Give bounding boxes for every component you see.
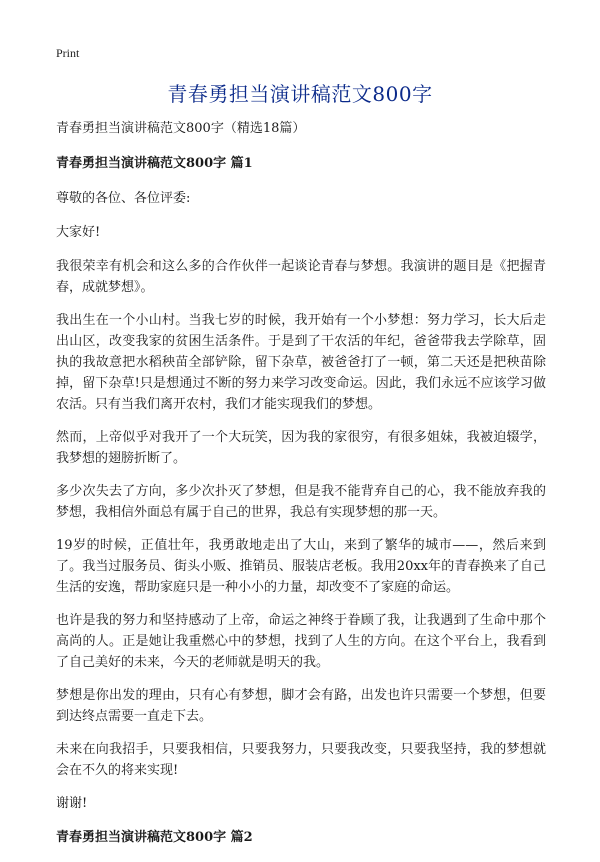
section-heading-1: 青春勇担当演讲稿范文800字 篇1 [56,156,253,171]
paragraph-3: 然而，上帝似乎对我开了一个大玩笑，因为我的家很穷，有很多姐妹，我被迫辍学，我梦想的翅膀折断了。 [56,430,546,466]
article-subtitle: 青春勇担当演讲稿范文800字（精选18篇） [56,121,306,136]
page-title: 青春勇担当演讲稿范文800字 [167,82,433,106]
paragraph-4: 多少次失去了方向，多少次扑灭了梦想，但是我不能背弃自己的心，我不能放弃我的梦想，我相信外面总有属于自己的世界，我总有实现梦想的那一天。 [56,484,546,520]
paragraph-2: 我出生在一个小山村。当我七岁的时候，我开始有一个小梦想：努力学习，长大后走出山区，改变我家的贫困生活条件。于是到了干农活的年纪，爸爸带我去学除草，固执的我故意把水稻秧苗全部铲除，留下杂草，被爸爸打了一顿，第二天还是把秧苗除掉，留下杂草!只是想通过不断的努力来学习改变命运。因此，我们永远不应该学习做农活。只有当我们离开农村，我们才能实现我们的梦想。 [56,313,546,412]
paragraph-7: 梦想是你出发的理由，只有心有梦想，脚才会有路，出发也许只需要一个梦想，但要到达终点需要一直走下去。 [56,688,546,724]
paragraph-6: 也许是我的努力和坚持感动了上帝，命运之神终于眷顾了我，让我遇到了生命中那个高尚的人。正是她让我重燃心中的梦想，找到了人生的方向。在这个平台上，我看到了自己美好的未来，今天的老师就是明天的我。 [56,613,546,670]
salutation: 尊敬的各位、各位评委: [56,191,191,206]
paragraph-8: 未来在向我招手，只要我相信，只要我努力，只要我改变，只要我坚持，我的梦想就会在不久的将来实现! [56,742,546,778]
greeting: 大家好! [56,225,101,240]
paragraph-1: 我很荣幸有机会和这么多的合作伙伴一起谈论青春与梦想。我演讲的题目是《把握青春，成就梦想》。 [56,259,546,295]
print-link[interactable]: Print [56,46,80,60]
section-heading-2: 青春勇担当演讲稿范文800字 篇2 [56,830,253,845]
article-body [56,118,546,862]
closing: 谢谢! [56,796,88,811]
paragraph-5: 19岁的时候，正值壮年，我勇敢地走出了大山，来到了繁华的城市——，然后来到了。我当过服务员、街头小贩、推销员、服装店老板。我用20xx年的青春换来了自己生活的安逸，帮助家庭只是一种小小的力量，却改变不了家庭的命运。 [56,538,546,595]
